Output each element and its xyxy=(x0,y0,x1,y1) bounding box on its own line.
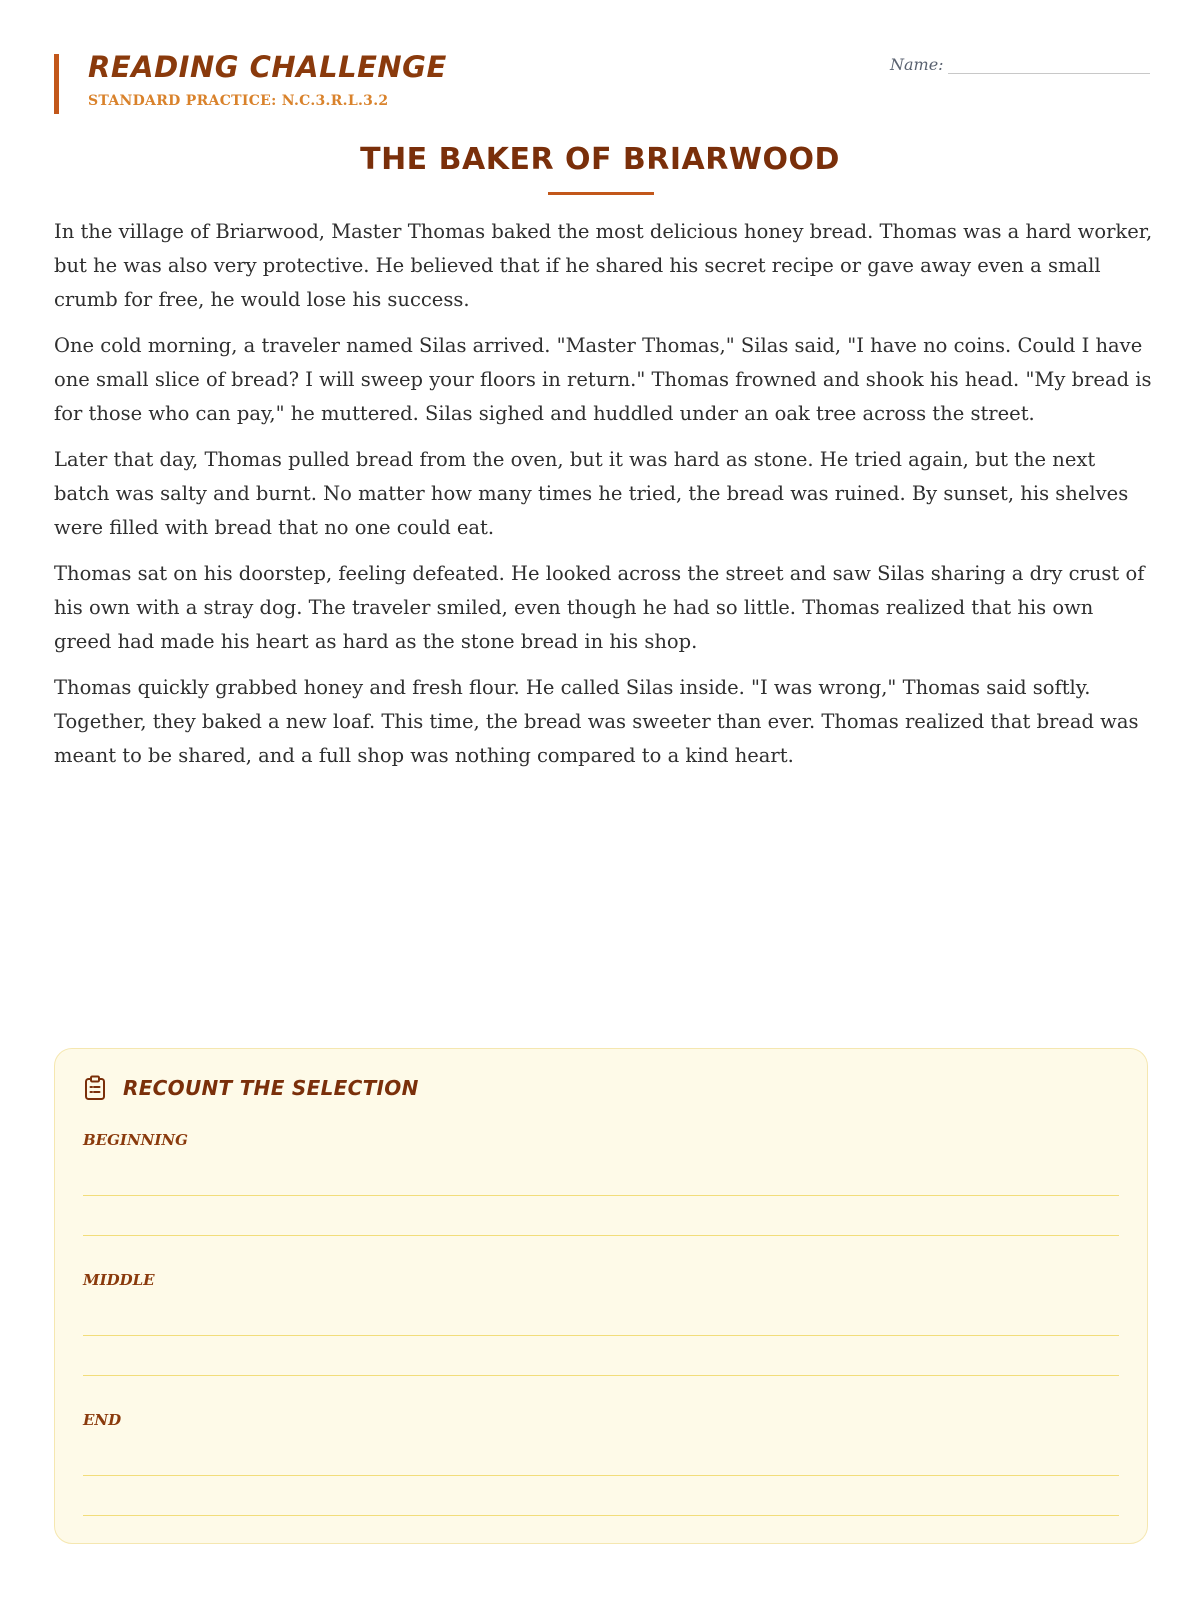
name-line[interactable] xyxy=(948,57,1150,74)
header-accent-bar xyxy=(54,54,59,114)
header-title: READING CHALLENGE xyxy=(88,50,447,84)
recount-header xyxy=(83,1075,419,1101)
story-paragraph: Thomas quickly grabbed honey and fresh flour. He called Silas inside. "I was wrong," Thomas said softly. Together, they baked a new loaf. This time, the bread was sweeter than ever. Thomas realized that bread was meant to be shared, and a full shop was nothing compared to a kind heart. xyxy=(54,676,1139,767)
end-line-2[interactable] xyxy=(83,1515,1119,1516)
story-paragraph: Later that day, Thomas pulled bread from the oven, but it was hard as stone. He tried again, but the next batch was salty and burnt. No matter how many times he tried, the bread was ruined. By sunset, his shelves were filled with bread that no one could eat. xyxy=(54,448,1129,539)
middle-line-1[interactable] xyxy=(83,1335,1119,1336)
end-line-1[interactable] xyxy=(83,1475,1119,1476)
title-underline xyxy=(548,192,654,195)
standard-label: STANDARD PRACTICE: N.C.3.R.L.3.2 xyxy=(88,93,389,109)
recount-title: RECOUNT THE SELECTION xyxy=(123,1076,419,1100)
name-label: Name: xyxy=(890,55,944,74)
story-body xyxy=(54,215,1154,785)
middle-label: MIDDLE xyxy=(83,1271,155,1289)
recount-box xyxy=(54,1048,1148,1544)
story-title: THE BAKER OF BRIARWOOD xyxy=(360,142,840,177)
story-paragraph: One cold morning, a traveler named Silas arrived. "Master Thomas," Silas said, "I have no coins. Could I have one small slice of bread? I will sweep your floors in return." Thomas frowned and shook his head. "My bread is for those who can pay," he muttered. Silas sighed and huddled under an oak tree across the street. xyxy=(54,334,1152,425)
end-label: END xyxy=(83,1411,122,1429)
beginning-label: BEGINNING xyxy=(83,1131,188,1149)
middle-line-2[interactable] xyxy=(83,1375,1119,1376)
clipboard-icon xyxy=(83,1075,107,1101)
story-paragraph: Thomas sat on his doorstep, feeling defeated. He looked across the street and saw Silas sharing a dry crust of his own with a stray dog. The traveler smiled, even though he had so little. Thomas realized that his own greed had made his heart as hard as the stone bread in his shop. xyxy=(54,562,1145,653)
name-field[interactable] xyxy=(890,55,1150,74)
beginning-line-2[interactable] xyxy=(83,1235,1119,1236)
story-paragraph: In the village of Briarwood, Master Thomas baked the most delicious honey bread. Thomas was a hard worker, but he was also very protective. He believed that if he shared his secret recipe or gave away even a small crumb for free, he would lose his success. xyxy=(54,220,1153,311)
beginning-line-1[interactable] xyxy=(83,1195,1119,1196)
